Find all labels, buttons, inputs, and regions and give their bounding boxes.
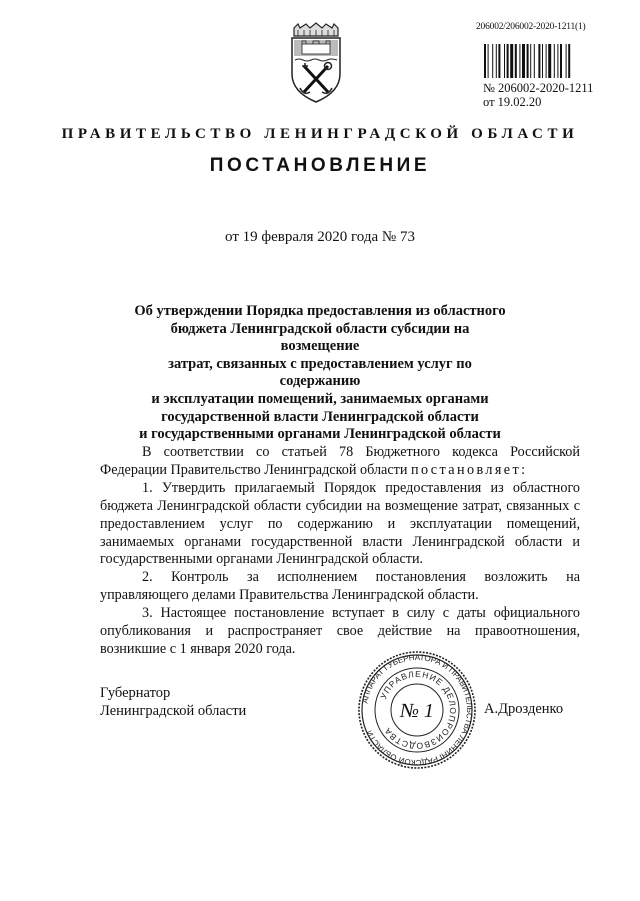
operative-word: постановляет: [410, 461, 528, 478]
registration-info [483, 81, 593, 109]
barcode-icon [484, 44, 608, 78]
item-paragraph: 3. Настоящее постановление вступает в силу с даты официального опубликования и распространяет свое действие на правоотношения, возникшие с 1 января 2020 года. [100, 605, 580, 657]
document-type: ПОСТАНОВЛЕНИЕ [209, 155, 431, 176]
round-seal-stamp [356, 649, 478, 771]
item-paragraph: 1. Утвердить прилагаемый Порядок предоставления из областного бюджета Ленинградской области субсидии на возмещение затрат, связанных с предоставлением услуг по содержанию и эксплуатации помещений, занимаемых органами государственной власти Ленинградской области и государственными органами Ленинградской области. [100, 479, 580, 568]
title-line: и государственными органами Ленинградской области [139, 426, 501, 443]
preamble-paragraph [100, 444, 580, 480]
coat-of-arms-icon [286, 22, 346, 107]
stamp-inner-text: УПРАВЛЕНИЕ ДЕЛОПРОИЗВОДСТВА [378, 668, 459, 752]
title-line: и эксплуатации помещений, занимаемых органами [151, 390, 489, 407]
signatory-title [100, 684, 246, 720]
organization-name: ПРАВИТЕЛЬСТВО ЛЕНИНГРАДСКОЙ ОБЛАСТИ [61, 126, 579, 142]
stamp-number: № 1 [400, 700, 434, 722]
title-line: Об утверждении Порядка предоставления из областного [134, 303, 506, 319]
stamp-ring-text: АППАРАТ ГУБЕРНАТОРА И ПРАВИТЕЛЬСТВА ЛЕНИНГРАДСКОЙ ОБЛАСТИ [360, 652, 475, 768]
signatory-position: Губернатор [100, 685, 171, 701]
document-date: от 19 февраля 2020 года № 73 [225, 229, 415, 245]
title-line: бюджета Ленинградской области субсидии на возмещение [170, 320, 470, 355]
signatory-name: А.Дрозденко [484, 701, 564, 717]
signatory-region: Ленинградской области [100, 703, 247, 719]
title-line: затрат, связанных с предоставлением услуг по содержанию [168, 355, 472, 390]
registration-date: от 19.02.20 [483, 95, 542, 109]
document-top-number: 206002/206002-2020-1211(1) [476, 22, 586, 32]
document-title [130, 303, 510, 444]
document-body [100, 444, 580, 659]
title-line: государственной власти Ленинградской области [161, 408, 479, 425]
item-paragraph: 2. Контроль за исполнением постановления возложить на управляющего делами Правительства Ленинградской области. [100, 569, 580, 604]
preamble-text: В соответствии со статьей 78 Бюджетного кодекса Российской Федерации Правительство Ленинградской области [100, 444, 580, 478]
registration-number: № 206002-2020-1211 [483, 81, 594, 95]
